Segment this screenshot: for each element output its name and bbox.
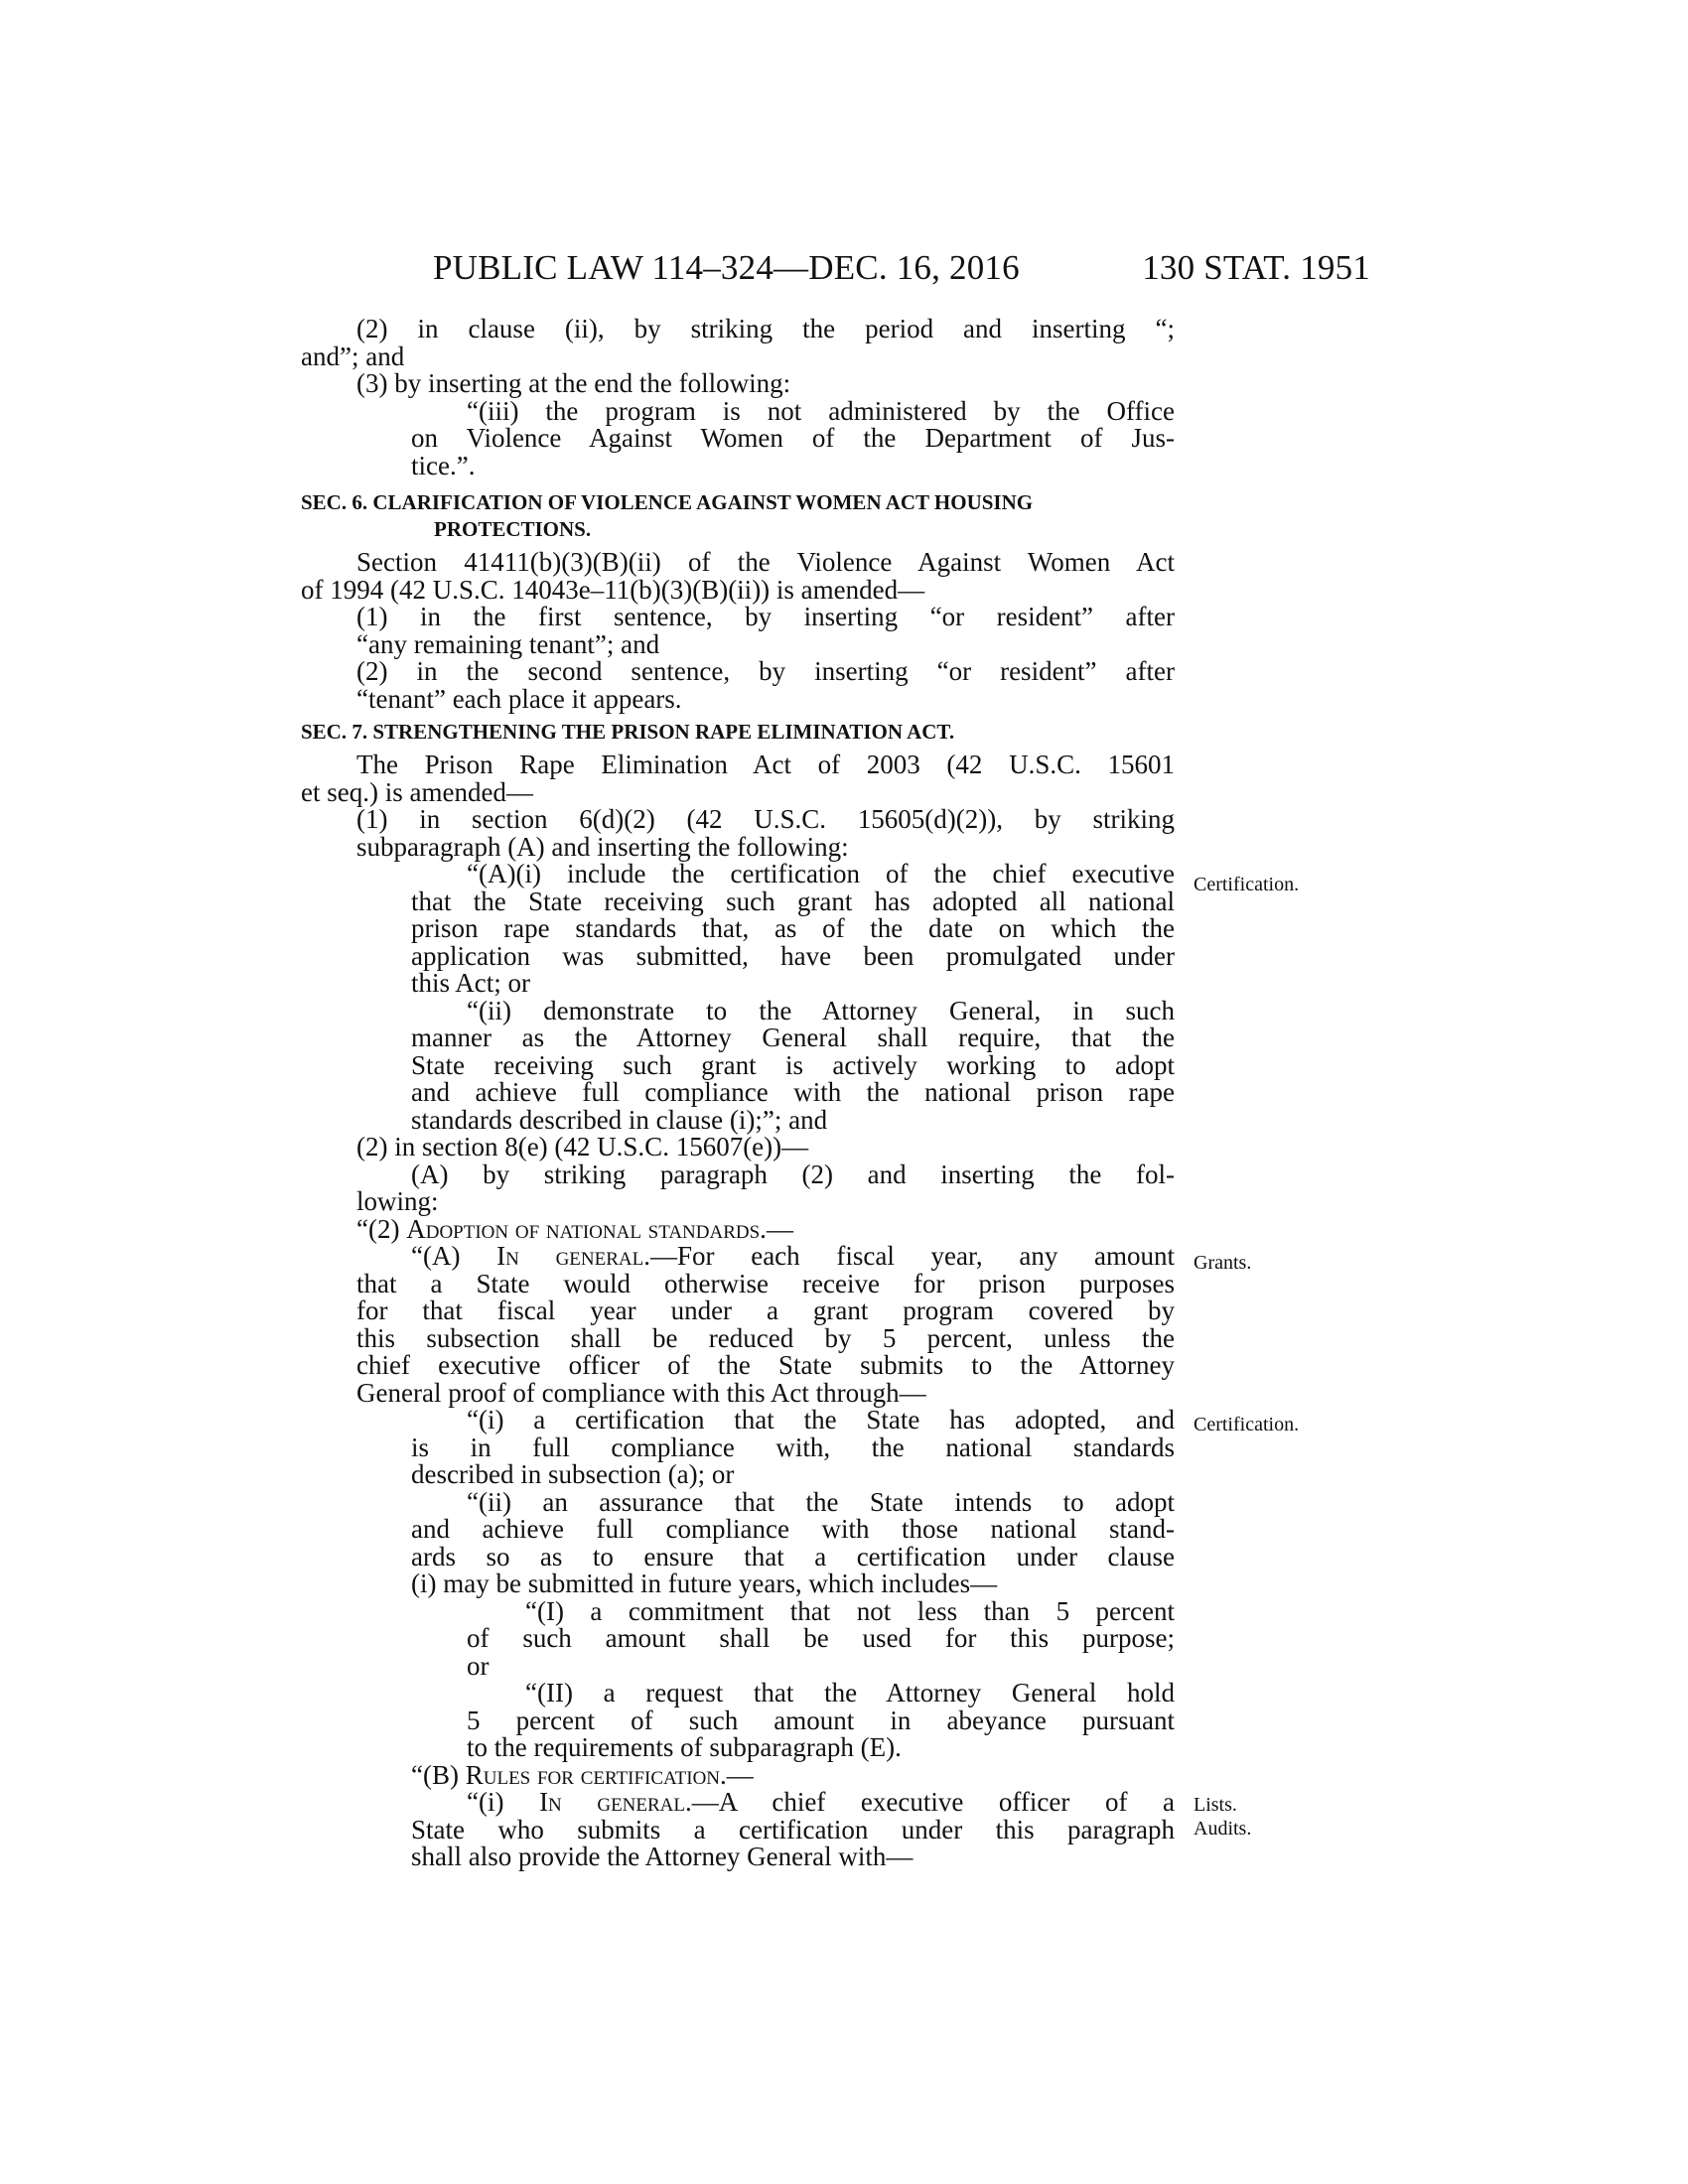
text-line: “any remaining tenant”; and xyxy=(356,628,660,659)
text-line: “(2) Adoption of national standards.— xyxy=(356,1213,793,1244)
text-line: “(A)(i) include the certification of the chief executive xyxy=(467,859,1175,888)
text-line: prison rape standards that, as of the date on which the xyxy=(411,913,1175,943)
text-line: or xyxy=(467,1650,490,1681)
section-heading-6-cont: PROTECTIONS. xyxy=(434,517,592,541)
text-line: “(I) a commitment that not less than 5 percent xyxy=(525,1595,1175,1626)
text-line: to the requirements of subparagraph (E). xyxy=(467,1732,902,1762)
running-header-page-number: 130 STAT. 1951 xyxy=(1142,248,1370,287)
text-line: “(B) Rules for certification.— xyxy=(411,1759,754,1790)
text-line: State receiving such grant is actively working to adopt xyxy=(411,1049,1175,1080)
text-line: manner as the Attorney General shall require, that the xyxy=(411,1023,1175,1052)
margin-note-certification: Certification. xyxy=(1194,1414,1300,1435)
text-line: (2) in section 8(e) (42 U.S.C. 15607(e))— xyxy=(356,1132,809,1161)
text-line: standards described in clause (i);”; and xyxy=(411,1104,828,1135)
margin-note-certification: Certification. xyxy=(1194,874,1300,895)
text-line: “(A) In general.—For each fiscal year, any amount xyxy=(411,1241,1176,1271)
text-line: (2) in clause (ii), by striking the period and inserting “; xyxy=(356,314,1175,343)
text-line: “(iii) the program is not administered by the Office xyxy=(467,395,1175,426)
text-line: (3) by inserting at the end the following: xyxy=(356,368,791,398)
text-line: on Violence Against Women of the Department of Jus- xyxy=(411,423,1175,453)
text-line: subparagraph (A) and inserting the following: xyxy=(356,831,849,862)
text-line: “(ii) demonstrate to the Attorney General, in such xyxy=(467,995,1175,1025)
text-line: lowing: xyxy=(356,1186,439,1216)
text-line: and achieve full compliance with those national stand- xyxy=(411,1514,1175,1544)
text-line: General proof of compliance with this Act through— xyxy=(356,1377,926,1408)
text-line: (A) by striking paragraph (2) and inserting the fol- xyxy=(411,1159,1175,1189)
section-heading-7: SEC. 7. STRENGTHENING THE PRISON RAPE ELIMINATION ACT. xyxy=(301,720,955,744)
text-line: is in full compliance with, the national standards xyxy=(411,1432,1175,1462)
text-line: this Act; or xyxy=(411,968,530,998)
text-line: of 1994 (42 U.S.C. 14043e–11(b)(3)(B)(ii)) is amended— xyxy=(301,574,925,605)
text-line: described in subsection (a); or xyxy=(411,1459,735,1489)
text-line: chief executive officer of the State submits to the Attorney xyxy=(356,1350,1175,1380)
margin-note-audits: Audits. xyxy=(1194,1818,1252,1840)
text-line: that a State would otherwise receive for prison purposes xyxy=(356,1268,1175,1298)
text-line: (1) in the first sentence, by inserting “or resident” after xyxy=(356,602,1175,631)
text-line: State who submits a certification under this paragraph xyxy=(411,1814,1175,1844)
text-line: “(II) a request that the Attorney General hold xyxy=(525,1678,1175,1707)
text-line: this subsection shall be reduced by 5 percent, unless the xyxy=(356,1322,1175,1353)
text-line: “(i) a certification that the State has adopted, and xyxy=(467,1405,1175,1434)
margin-note-grants: Grants. xyxy=(1194,1252,1252,1274)
text-line: that the State receiving such grant has adopted all national xyxy=(411,886,1175,916)
section-heading-6: SEC. 6. CLARIFICATION OF VIOLENCE AGAINST WOMEN ACT HOUSING xyxy=(301,490,1034,514)
running-header-title: PUBLIC LAW 114–324—DEC. 16, 2016 xyxy=(433,248,1020,287)
text-line: (2) in the second sentence, by inserting “or resident” after xyxy=(356,656,1175,686)
statute-body xyxy=(301,316,1175,1871)
text-line: for that fiscal year under a grant program covered by xyxy=(356,1296,1175,1325)
text-line: “(i) In general.—A chief executive officer of a xyxy=(467,1787,1176,1817)
text-line: and achieve full compliance with the national prison rape xyxy=(411,1077,1175,1107)
text-line: and”; and xyxy=(301,341,405,371)
margin-note-lists: Lists. xyxy=(1194,1794,1237,1816)
text-line: “tenant” each place it appears. xyxy=(356,683,682,714)
text-line: tice.”. xyxy=(411,450,476,480)
text-line: application was submitted, have been promulgated under xyxy=(411,940,1175,971)
text-line: ards so as to ensure that a certification under clause xyxy=(411,1541,1175,1571)
text-line: (1) in section 6(d)(2) (42 U.S.C. 15605(d)(2)), by striking xyxy=(356,804,1175,834)
text-line: of such amount shall be used for this purpose; xyxy=(467,1623,1175,1653)
text-line: (i) may be submitted in future years, which includes— xyxy=(411,1569,998,1598)
text-line: shall also provide the Attorney General with— xyxy=(411,1842,914,1871)
text-line: “(ii) an assurance that the State intends to adopt xyxy=(467,1486,1175,1517)
text-line: The Prison Rape Elimination Act of 2003 (42 U.S.C. 15601 xyxy=(356,750,1175,779)
text-line: et seq.) is amended— xyxy=(301,776,533,807)
text-line: Section 41411(b)(3)(B)(ii) of the Violence Against Women Act xyxy=(356,547,1175,577)
text-line: 5 percent of such amount in abeyance pursuant xyxy=(467,1705,1175,1735)
